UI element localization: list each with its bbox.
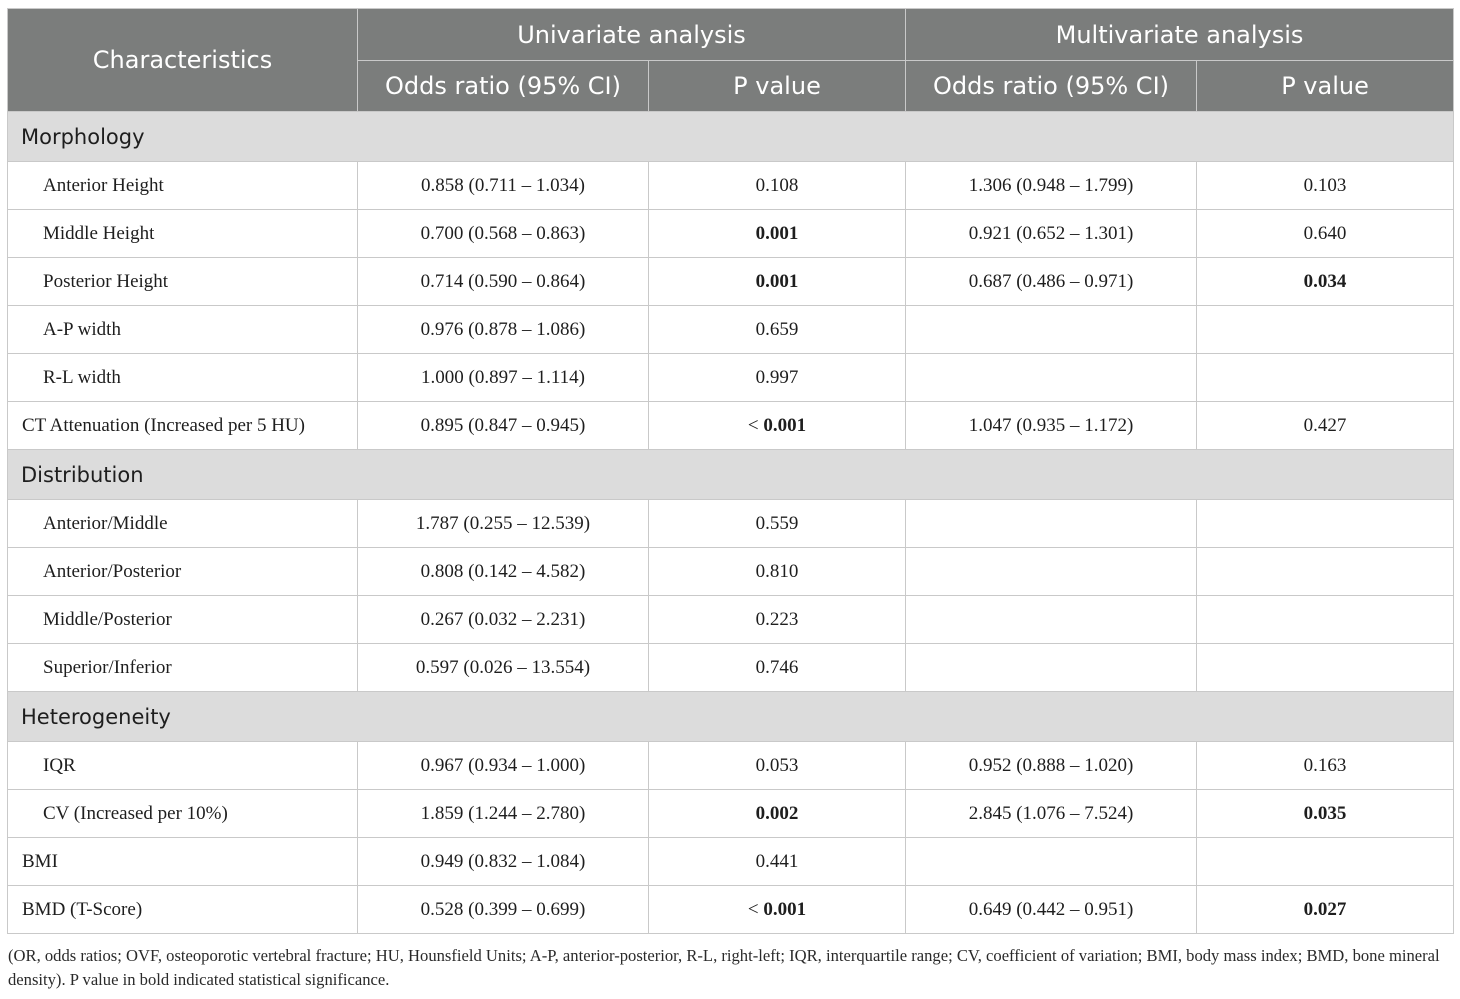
table-row — [8, 258, 1454, 306]
multi-p-value-cell: 0.640 — [1197, 210, 1454, 258]
table-header — [8, 9, 1454, 112]
table-row — [8, 354, 1454, 402]
uni-odds-ratio-cell: 1.000 (0.897 – 1.114) — [358, 354, 649, 402]
table-row — [8, 162, 1454, 210]
col-header-uni-odds-ratio: Odds ratio (95% CI) — [358, 61, 649, 112]
row-label: R-L width — [8, 354, 358, 402]
row-label: Anterior/Middle — [8, 500, 358, 548]
row-label: Anterior Height — [8, 162, 358, 210]
p-value: 0.001 — [755, 270, 799, 292]
row-label: BMD (T-Score) — [8, 886, 358, 934]
multi-odds-ratio-cell — [906, 306, 1197, 354]
p-value: 0.053 — [755, 754, 799, 776]
col-header-multi-p-value: P value — [1197, 61, 1454, 112]
multi-p-value-cell — [1197, 644, 1454, 692]
uni-odds-ratio-cell: 0.528 (0.399 – 0.699) — [358, 886, 649, 934]
uni-p-value-cell — [649, 500, 906, 548]
p-value: 0.223 — [755, 608, 799, 630]
multi-p-value-cell — [1197, 596, 1454, 644]
row-label: A-P width — [8, 306, 358, 354]
section-row — [8, 450, 1454, 500]
uni-odds-ratio-cell: 0.700 (0.568 – 0.863) — [358, 210, 649, 258]
section-row — [8, 112, 1454, 162]
section-title: Distribution — [8, 450, 1454, 500]
col-header-uni-p-value: P value — [649, 61, 906, 112]
multi-odds-ratio-cell: 0.952 (0.888 – 1.020) — [906, 742, 1197, 790]
uni-odds-ratio-cell: 0.267 (0.032 – 2.231) — [358, 596, 649, 644]
p-value: 0.441 — [755, 850, 799, 872]
row-label: IQR — [8, 742, 358, 790]
table-body — [8, 112, 1454, 934]
p-value: 0.001 — [755, 222, 799, 244]
table-row — [8, 210, 1454, 258]
section-title: Morphology — [8, 112, 1454, 162]
p-value: 0.659 — [755, 318, 799, 340]
uni-p-value-cell — [649, 402, 906, 450]
row-label: Middle/Posterior — [8, 596, 358, 644]
multi-p-value-cell: 0.103 — [1197, 162, 1454, 210]
multi-odds-ratio-cell: 1.047 (0.935 – 1.172) — [906, 402, 1197, 450]
uni-odds-ratio-cell: 0.714 (0.590 – 0.864) — [358, 258, 649, 306]
p-value: 0.108 — [755, 174, 799, 196]
uni-p-value-cell — [649, 258, 906, 306]
section-row — [8, 692, 1454, 742]
uni-odds-ratio-cell: 0.976 (0.878 – 1.086) — [358, 306, 649, 354]
uni-p-value-cell — [649, 644, 906, 692]
p-value: 0.559 — [755, 512, 799, 534]
row-label: CT Attenuation (Increased per 5 HU) — [8, 402, 358, 450]
p-value-prefix: < — [747, 414, 764, 436]
p-value: 0.997 — [755, 366, 799, 388]
multi-p-value-cell: 0.027 — [1197, 886, 1454, 934]
table-footnote: (OR, odds ratios; OVF, osteoporotic vertebral fracture; HU, Hounsfield Units; A-P, anterior-posterior, R-L, right-left; IQR, interquartile range; CV, coefficient of variation; BMI, body mass index; BMD, bone mineral density). P value in bold indicated statistical significance. — [8, 946, 1440, 989]
uni-odds-ratio-cell: 0.597 (0.026 – 13.554) — [358, 644, 649, 692]
col-group-univariate: Univariate analysis — [358, 9, 906, 61]
table-row — [8, 886, 1454, 934]
multi-odds-ratio-cell — [906, 354, 1197, 402]
row-label: Superior/Inferior — [8, 644, 358, 692]
table-row — [8, 500, 1454, 548]
uni-odds-ratio-cell: 0.858 (0.711 – 1.034) — [358, 162, 649, 210]
uni-p-value-cell — [649, 742, 906, 790]
uni-p-value-cell — [649, 886, 906, 934]
row-label: Posterior Height — [8, 258, 358, 306]
multi-p-value-cell — [1197, 500, 1454, 548]
table-row — [8, 402, 1454, 450]
uni-p-value-cell — [649, 790, 906, 838]
row-label: Anterior/Posterior — [8, 548, 358, 596]
table-row — [8, 742, 1454, 790]
multi-odds-ratio-cell: 0.687 (0.486 – 0.971) — [906, 258, 1197, 306]
uni-odds-ratio-cell: 0.808 (0.142 – 4.582) — [358, 548, 649, 596]
col-header-multi-odds-ratio: Odds ratio (95% CI) — [906, 61, 1197, 112]
multi-p-value-cell: 0.035 — [1197, 790, 1454, 838]
uni-p-value-cell — [649, 548, 906, 596]
multi-odds-ratio-cell: 2.845 (1.076 – 7.524) — [906, 790, 1197, 838]
multi-odds-ratio-cell: 1.306 (0.948 – 1.799) — [906, 162, 1197, 210]
uni-odds-ratio-cell: 0.967 (0.934 – 1.000) — [358, 742, 649, 790]
row-label: BMI — [8, 838, 358, 886]
uni-odds-ratio-cell: 1.787 (0.255 – 12.539) — [358, 500, 649, 548]
uni-odds-ratio-cell: 1.859 (1.244 – 2.780) — [358, 790, 649, 838]
multi-odds-ratio-cell — [906, 548, 1197, 596]
uni-p-value-cell — [649, 838, 906, 886]
uni-p-value-cell — [649, 354, 906, 402]
p-value: 0.001 — [763, 414, 807, 436]
uni-p-value-cell — [649, 596, 906, 644]
multi-p-value-cell — [1197, 306, 1454, 354]
multi-odds-ratio-cell — [906, 838, 1197, 886]
multi-p-value-cell — [1197, 838, 1454, 886]
multi-odds-ratio-cell — [906, 644, 1197, 692]
uni-p-value-cell — [649, 306, 906, 354]
multi-p-value-cell — [1197, 354, 1454, 402]
multi-odds-ratio-cell: 0.649 (0.442 – 0.951) — [906, 886, 1197, 934]
uni-odds-ratio-cell: 0.949 (0.832 – 1.084) — [358, 838, 649, 886]
row-label: Middle Height — [8, 210, 358, 258]
multi-odds-ratio-cell: 0.921 (0.652 – 1.301) — [906, 210, 1197, 258]
uni-p-value-cell — [649, 210, 906, 258]
regression-table — [7, 8, 1454, 934]
p-value: 0.746 — [755, 656, 799, 678]
uni-p-value-cell — [649, 162, 906, 210]
table-row — [8, 838, 1454, 886]
table-row — [8, 548, 1454, 596]
table-row — [8, 790, 1454, 838]
multi-p-value-cell: 0.034 — [1197, 258, 1454, 306]
uni-odds-ratio-cell: 0.895 (0.847 – 0.945) — [358, 402, 649, 450]
multi-odds-ratio-cell — [906, 596, 1197, 644]
multi-p-value-cell: 0.427 — [1197, 402, 1454, 450]
p-value-prefix: < — [747, 898, 764, 920]
p-value: 0.810 — [755, 560, 799, 582]
p-value: 0.001 — [763, 898, 807, 920]
section-title: Heterogeneity — [8, 692, 1454, 742]
multi-p-value-cell — [1197, 548, 1454, 596]
p-value: 0.002 — [755, 802, 799, 824]
col-group-multivariate: Multivariate analysis — [906, 9, 1454, 61]
col-header-characteristics: Characteristics — [8, 9, 358, 112]
table-row — [8, 644, 1454, 692]
multi-p-value-cell: 0.163 — [1197, 742, 1454, 790]
table-row — [8, 306, 1454, 354]
multi-odds-ratio-cell — [906, 500, 1197, 548]
table-row — [8, 596, 1454, 644]
row-label: CV (Increased per 10%) — [8, 790, 358, 838]
